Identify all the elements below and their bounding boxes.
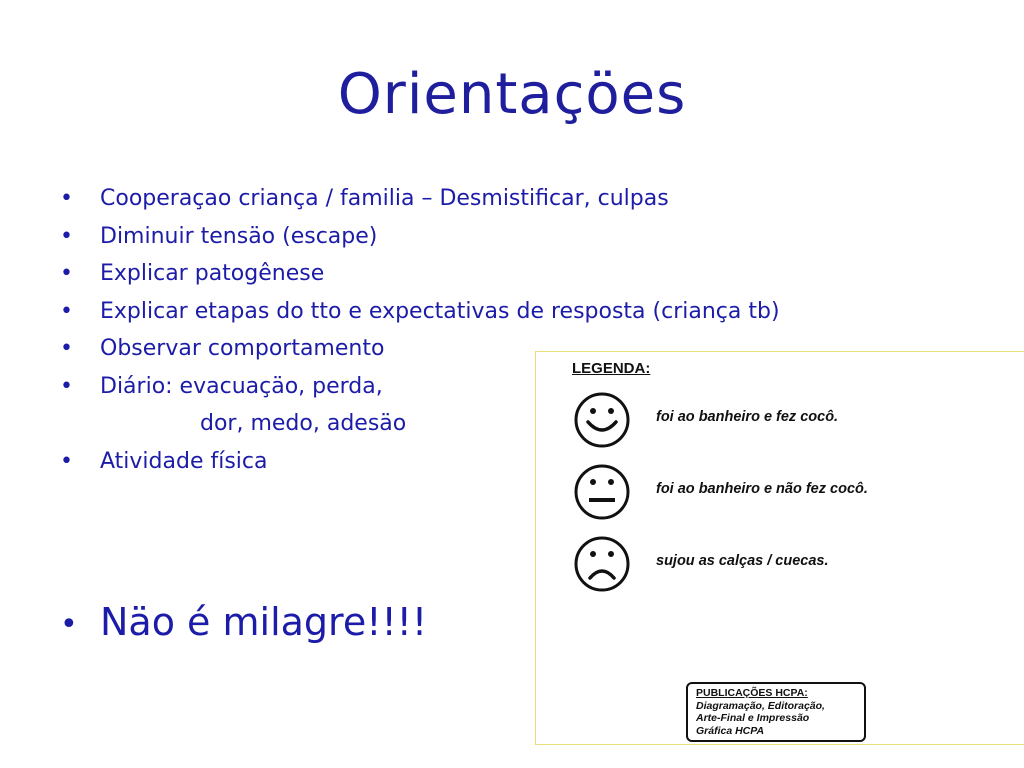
bullet-text: Explicar patogênese: [100, 261, 325, 286]
legend-image: [535, 351, 1024, 745]
legend-row-neutral: [572, 464, 1012, 520]
bullet-text: Observar comportamento: [100, 336, 385, 361]
bullet-text: dor, medo, adesäo: [200, 411, 407, 436]
legend-text: foi ao banheiro e não fez cocô.: [656, 481, 868, 497]
bullet-text: Atividade física: [100, 448, 268, 474]
legend-title: LEGENDA:: [572, 360, 651, 377]
bullet-icon: •: [60, 223, 73, 249]
legend-row-happy: [572, 392, 1012, 448]
legend-row-sad: [572, 536, 1012, 592]
happy-face-icon: [572, 392, 632, 448]
bullet-icon: •: [60, 336, 73, 361]
emphasis-line: [60, 600, 427, 644]
bullet-icon: •: [60, 448, 73, 474]
bullet-item: [60, 218, 780, 256]
legend-text: sujou as calças / cuecas.: [656, 553, 829, 569]
publisher-line: Diagramação, Editoração,: [696, 699, 825, 712]
bullet-item: [60, 255, 780, 293]
bullet-icon: •: [60, 607, 78, 642]
bullet-icon: •: [60, 261, 73, 286]
publisher-box: [686, 682, 866, 742]
publisher-line: Arte-Final e Impressão: [696, 712, 810, 724]
bullet-icon: •: [60, 373, 73, 399]
legend-text: foi ao banheiro e fez cocô.: [656, 409, 839, 425]
neutral-face-icon: [572, 464, 632, 520]
slide-title: Orientaçöes: [337, 62, 687, 127]
bullet-text: Diminuir tensäo (escape): [100, 223, 378, 249]
bullet-text: Diário: evacuaçäo, perda,: [100, 373, 383, 399]
bullet-icon: •: [60, 298, 73, 324]
bullet-text: Cooperaçao criança / familia – Desmistificar, culpas: [100, 186, 669, 211]
bullet-item: [60, 180, 780, 218]
bullet-icon: •: [60, 186, 73, 211]
publisher-title: PUBLICAÇÕES HCPA:: [696, 687, 808, 699]
bullet-item: [60, 293, 780, 331]
emphasis-text: Näo é milagre!!!!: [100, 600, 428, 644]
bullet-text: Explicar etapas do tto e expectativas de resposta (criança tb): [100, 298, 780, 324]
publisher-line: Gráfica HCPA: [696, 724, 765, 737]
sad-face-icon: [572, 536, 632, 592]
